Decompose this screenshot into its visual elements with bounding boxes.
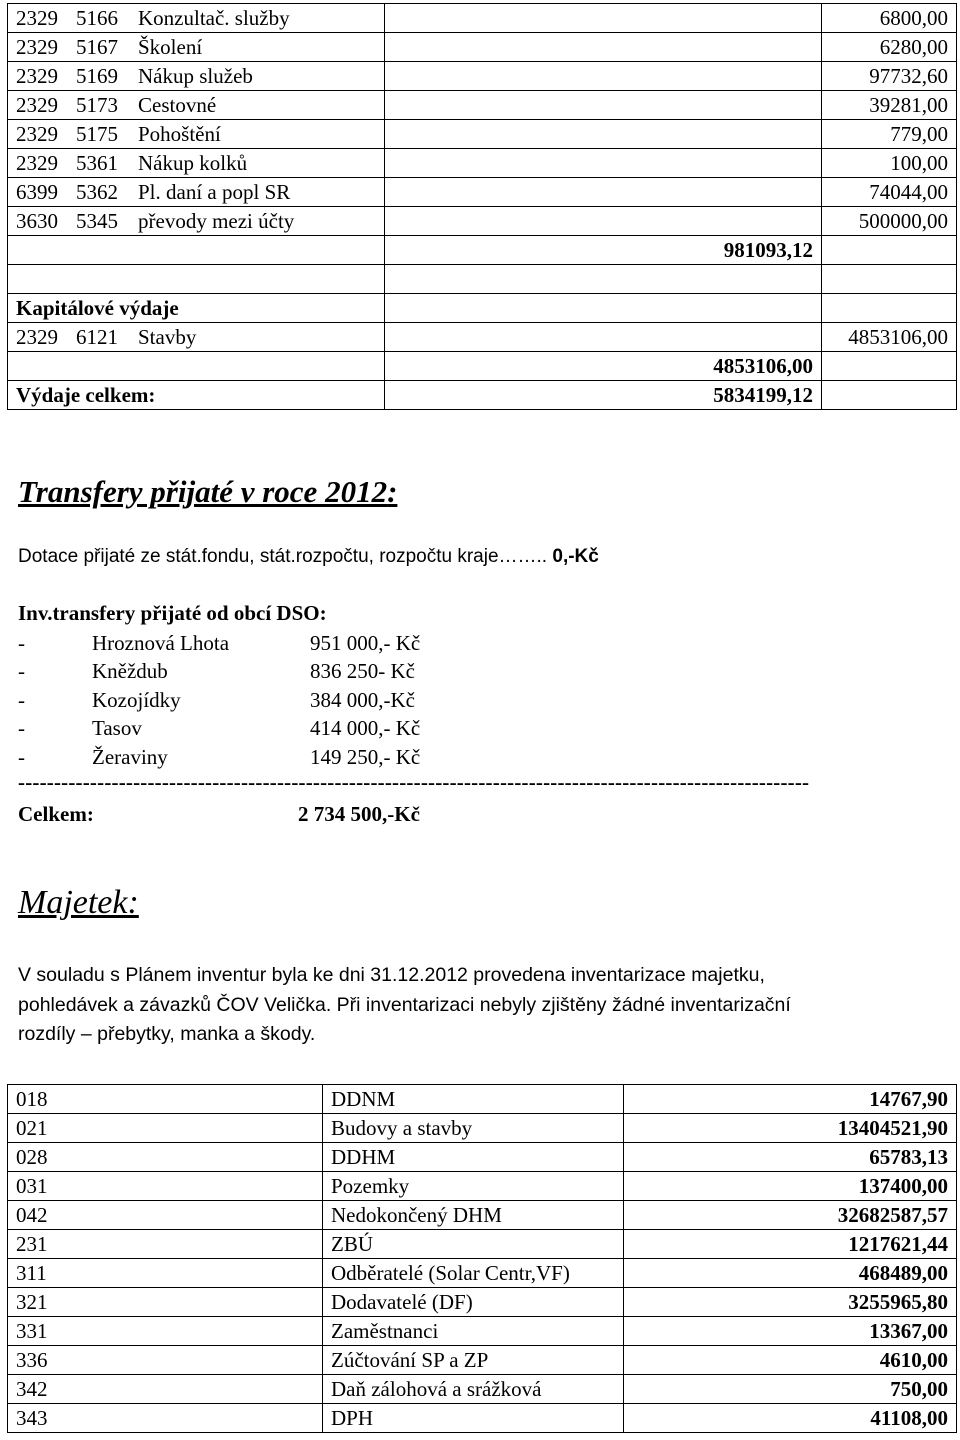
empty-cell [822,352,957,381]
dashed-separator: -------------------------------------------------------------------------------------------------------------- [18,770,810,794]
dotace-text: Dotace přijaté ze stát.fondu, stát.rozpočtu, rozpočtu kraje…….. [18,546,548,567]
table-row [8,1404,957,1433]
account-name: Nedokončený DHM [323,1201,624,1230]
paragraph-code: 6399 [16,180,58,204]
table-row [8,207,957,236]
item-code: 5361 [76,151,118,175]
empty-cell [385,120,822,149]
table-row [8,62,957,91]
account-code: 342 [8,1375,323,1404]
list-item [18,629,420,657]
table-row [8,4,957,33]
account-name: ZBÚ [323,1230,624,1259]
table-row [8,236,957,265]
expense-amount: 6280,00 [822,33,957,62]
transfers-total-label: Celkem: [18,802,94,826]
table-row [8,1230,957,1259]
account-name: DPH [323,1404,624,1433]
table-row [8,1317,957,1346]
account-name: Budovy a stavby [323,1114,624,1143]
total-amount: 5834199,12 [385,381,822,410]
table-row [8,323,957,352]
majetek-paragraph-line: rozdíly – přebytky, manka a škody. [18,1023,316,1045]
item-code: 6121 [76,325,118,349]
item-code: 5362 [76,180,118,204]
dotace-line [18,543,599,571]
account-value: 1217621,44 [624,1230,957,1259]
account-code: 021 [8,1114,323,1143]
item-code: 5166 [76,6,118,30]
account-code: 028 [8,1143,323,1172]
expense-label [8,120,385,149]
expense-label [8,149,385,178]
account-code: 031 [8,1172,323,1201]
table-row [8,1172,957,1201]
transfers-heading-colon: : [387,474,398,509]
account-value: 13404521,90 [624,1114,957,1143]
empty-cell [385,178,822,207]
account-value: 65783,13 [624,1143,957,1172]
municipality-name: Hroznová Lhota [92,631,230,655]
account-value: 13367,00 [624,1317,957,1346]
item-code: 5175 [76,122,118,146]
empty-cell [8,236,385,265]
expense-name: Pohoštění [138,122,221,146]
table-row [8,1085,957,1114]
expense-amount: 97732,60 [822,62,957,91]
paragraph-code: 2329 [16,122,58,146]
transfers-total-amount: 2 734 500,-Kč [298,802,420,826]
list-dash: - [18,631,25,655]
paragraph-code: 2329 [16,93,58,117]
paragraph-code: 2329 [16,325,58,349]
table-row [8,352,957,381]
expense-amount: 39281,00 [822,91,957,120]
municipality-name: Tasov [92,716,142,740]
account-name: Pozemky [323,1172,624,1201]
transfer-amount: 836 250- Kč [310,659,415,683]
transfer-amount: 149 250,- Kč [310,745,421,769]
list-dash: - [18,716,25,740]
account-name: Zúčtování SP a ZP [323,1346,624,1375]
table-row [8,178,957,207]
empty-cell [8,265,385,294]
capital-heading: Kapitálové výdaje [8,294,385,323]
item-code: 5169 [76,64,118,88]
expense-label [8,91,385,120]
account-value: 3255965,80 [624,1288,957,1317]
empty-cell [385,265,822,294]
account-name: Dodavatelé (DF) [323,1288,624,1317]
majetek-paragraph-line: pohledávek a závazků ČOV Velička. Při inventarizaci nebyly zjištěny žádné inventarizační [18,994,791,1016]
account-value: 4610,00 [624,1346,957,1375]
empty-cell [385,4,822,33]
table-row [8,1114,957,1143]
table-row [8,1143,957,1172]
empty-cell [385,323,822,352]
list-item [18,714,420,742]
total-label: Výdaje celkem: [8,381,385,410]
expense-name: Nákup kolků [138,151,248,175]
table-row [8,265,957,294]
majetek-paragraph-line: V souladu s Plánem inventur byla ke dni 31.12.2012 provedena inventarizace majetku, [18,964,765,986]
account-value: 137400,00 [624,1172,957,1201]
assets-table [7,1084,957,1433]
account-name: Zaměstnanci [323,1317,624,1346]
empty-cell [385,62,822,91]
account-value: 468489,00 [624,1259,957,1288]
list-dash: - [18,745,25,769]
table-row [8,1259,957,1288]
empty-cell [822,381,957,410]
expense-amount: 4853106,00 [822,323,957,352]
expenses-table [7,3,957,410]
table-row [8,1346,957,1375]
expense-label [8,33,385,62]
expense-name: Pl. daní a popl SR [138,180,291,204]
item-code: 5345 [76,209,118,233]
transfers-heading-text: Transfery přijaté v roce 2012 [18,474,388,509]
account-code: 018 [8,1085,323,1114]
municipality-name: Žeraviny [92,745,168,769]
table-row [8,1375,957,1404]
capital-subtotal: 4853106,00 [385,352,822,381]
account-code: 343 [8,1404,323,1433]
table-row [8,33,957,62]
empty-cell [385,294,822,323]
account-name: DDNM [323,1085,624,1114]
list-item [18,743,420,771]
paragraph-code: 2329 [16,35,58,59]
item-code: 5167 [76,35,118,59]
table-row [8,1201,957,1230]
transfer-amount: 951 000,- Kč [310,631,421,655]
expense-amount: 100,00 [822,149,957,178]
empty-cell [822,294,957,323]
expense-name: Školení [138,35,203,59]
account-value: 750,00 [624,1375,957,1404]
expense-name: převody mezi účty [138,209,295,233]
account-code: 336 [8,1346,323,1375]
empty-cell [385,149,822,178]
table-row [8,149,957,178]
paragraph-code: 2329 [16,64,58,88]
account-name: DDHM [323,1143,624,1172]
expense-label [8,178,385,207]
inv-transfers-heading: Inv.transfery přijaté od obcí DSO: [18,601,327,625]
transfer-amount: 384 000,-Kč [310,688,415,712]
expense-label [8,207,385,236]
item-code: 5173 [76,93,118,117]
table-row [8,1288,957,1317]
empty-cell [822,265,957,294]
list-dash: - [18,659,25,683]
expense-amount: 6800,00 [822,4,957,33]
account-code: 231 [8,1230,323,1259]
account-code: 321 [8,1288,323,1317]
empty-cell [8,352,385,381]
empty-cell [822,236,957,265]
paragraph-code: 2329 [16,6,58,30]
account-value: 32682587,57 [624,1201,957,1230]
account-code: 311 [8,1259,323,1288]
empty-cell [385,91,822,120]
municipality-name: Kozojídky [92,688,181,712]
account-code: 042 [8,1201,323,1230]
account-value: 41108,00 [624,1404,957,1433]
list-dash: - [18,688,25,712]
table-row [8,381,957,410]
expense-label [8,62,385,91]
table-row [8,294,957,323]
expense-label [8,323,385,352]
expense-amount: 779,00 [822,120,957,149]
list-item [18,657,415,685]
table-row [8,120,957,149]
empty-cell [385,207,822,236]
expense-label [8,4,385,33]
dotace-amount: 0,-Kč [547,546,599,567]
table-row [8,91,957,120]
transfer-amount: 414 000,- Kč [310,716,421,740]
expense-name: Cestovné [138,93,217,117]
expense-name: Nákup služeb [138,64,253,88]
majetek-heading: Majetek: [18,884,139,921]
expense-amount: 74044,00 [822,178,957,207]
expense-subtotal: 981093,12 [385,236,822,265]
empty-cell [385,33,822,62]
paragraph-code: 3630 [16,209,58,233]
municipality-name: Kněždub [92,659,168,683]
list-item [18,686,415,714]
account-name: Daň zálohová a srážková [323,1375,624,1404]
expense-name: Konzultač. služby [138,6,290,30]
paragraph-code: 2329 [16,151,58,175]
expense-name: Stavby [138,325,197,349]
transfers-heading [18,474,397,510]
expense-amount: 500000,00 [822,207,957,236]
account-code: 331 [8,1317,323,1346]
account-name: Odběratelé (Solar Centr,VF) [323,1259,624,1288]
account-value: 14767,90 [624,1085,957,1114]
